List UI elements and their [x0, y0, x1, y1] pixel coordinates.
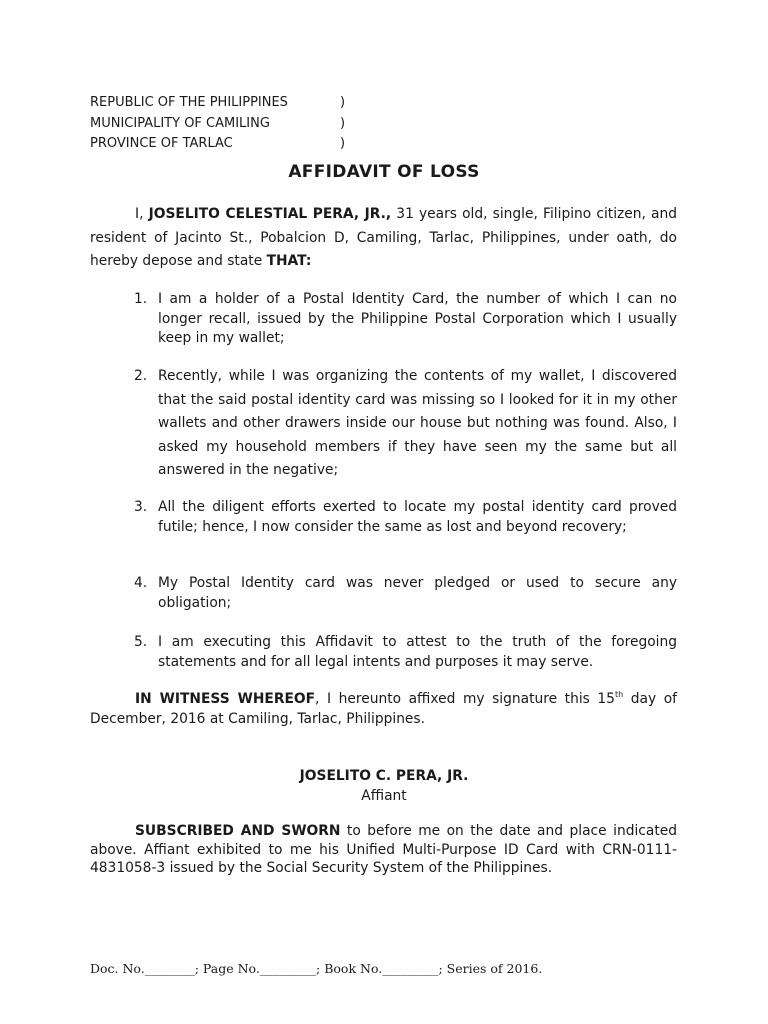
caption-province-text: PROVINCE OF TARLAC [90, 136, 233, 151]
caption-republic-text: REPUBLIC OF THE PHILIPPINES [90, 95, 288, 110]
witness-body: , I hereunto affixed my signature this 15 [315, 691, 615, 707]
witness-paragraph [90, 690, 677, 729]
item-number: 2. [134, 368, 148, 384]
caption-line-province [90, 134, 346, 155]
caption-line-municipality [90, 114, 346, 135]
caption-paren: ) [340, 115, 346, 131]
subscribed-lead: SUBSCRIBED AND SWORN [135, 823, 341, 839]
venue-caption [90, 93, 346, 155]
signatory-role: Affiant [361, 788, 407, 804]
affiant-full-name: JOSELITO CELESTIAL PERA, JR., [148, 206, 392, 222]
intro-that: THAT: [266, 253, 312, 269]
list-item [134, 574, 677, 613]
intro-paragraph [90, 203, 677, 274]
signature-block [0, 766, 768, 806]
notarial-register-line: Doc. No.________; Page No._________; Book No._________; Series of 2016. [90, 961, 543, 976]
item-number: 5. [134, 634, 148, 650]
item-text: I am a holder of a Postal Identity Card, the number of which I can no longer recall, issued by the Philippine Postal Corporation which I usually keep in my wallet; [158, 291, 677, 346]
item-number: 4. [134, 575, 148, 591]
witness-ordinal: th [614, 690, 624, 699]
subscribed-body: to before me on the date and place indicated above. Affiant exhibited to me his Unified Multi-Purpose ID Card with CRN-0111-4831058-3 issued by the Social Security System of the Philippines. [90, 823, 677, 876]
list-item [134, 633, 677, 672]
item-text: Recently, while I was organizing the contents of my wallet, I discovered that the said postal identity card was missing so I looked for it in my other wallets and other drawers inside our house but nothing was found. Also, I asked my household members if they have seen my the same but all answered in the negative; [158, 368, 677, 478]
list-item [134, 498, 677, 537]
item-text: All the diligent efforts exerted to locate my postal identity card proved futile; hence, I now consider the same as lost and beyond recovery; [158, 499, 677, 535]
document-title: AFFIDAVIT OF LOSS [288, 162, 480, 182]
item-number: 3. [134, 499, 148, 515]
intro-body: 31 years old, single, Filipino citizen, and resident of Jacinto St., Pobalcion D, Camiling, Tarlac, Philippines, under oath, do hereby depose and state [90, 206, 678, 269]
witness-rest: day of December, 2016 at Camiling, Tarlac, Philippines. [90, 691, 677, 727]
list-item [134, 365, 677, 483]
item-number: 1. [134, 291, 148, 307]
item-text: My Postal Identity card was never pledged or used to secure any obligation; [158, 575, 677, 611]
caption-paren: ) [340, 95, 346, 110]
caption-municipality-text: MUNICIPALITY OF CAMILING [90, 115, 270, 131]
list-item [134, 290, 677, 349]
witness-lead: IN WITNESS WHEREOF [135, 691, 316, 707]
caption-line-republic [90, 93, 346, 114]
subscribed-paragraph [90, 822, 677, 878]
caption-paren: ) [340, 136, 346, 151]
item-text: I am executing this Affidavit to attest to the truth of the foregoing statements and for all legal intents and purposes it may serve. [158, 634, 677, 670]
signatory-name: JOSELITO C. PERA, JR. [299, 768, 469, 784]
intro-pre: I, [135, 206, 149, 222]
